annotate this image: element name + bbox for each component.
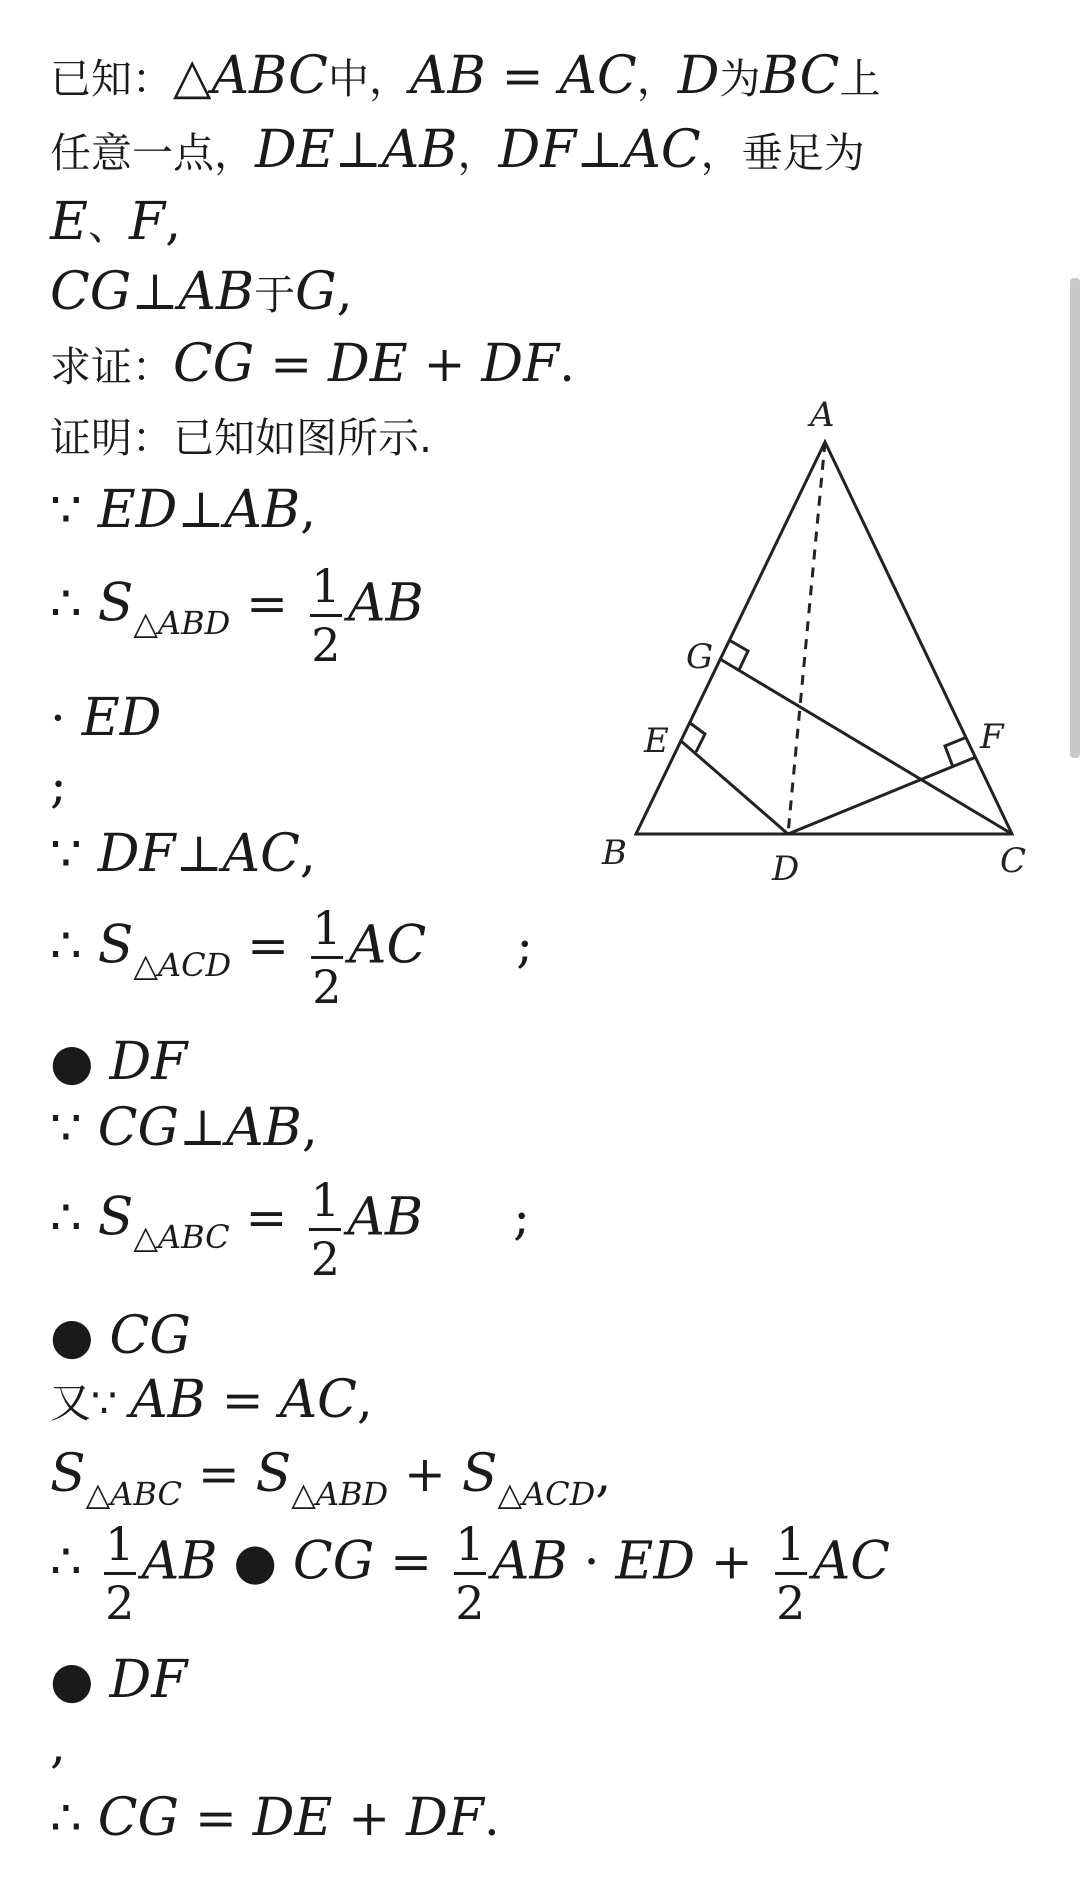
label-d: D [772, 849, 800, 889]
given-line-1: 已知：△ABC中，AB = AC，D为BC上 [50, 46, 881, 106]
label-a: A [810, 395, 835, 435]
segment-de [681, 741, 788, 834]
fraction-half: $\frac{1}{2}$ [312, 901, 342, 1015]
label-b: B [602, 833, 627, 873]
scrollbar[interactable] [1070, 278, 1080, 758]
proof-step-6: ∴ S△ACD = $\frac{1}{2}$ AC ; [50, 901, 534, 1015]
proof-step-15: , [50, 1716, 66, 1774]
fraction-half: $\frac{1}{2}$ [310, 1173, 340, 1287]
given-line-4: CG⊥AB于G, [50, 262, 353, 322]
label-f: F [980, 717, 1004, 757]
fraction-half: $\frac{1}{2}$ [455, 1517, 485, 1631]
triangle-figure [590, 390, 1050, 910]
proof-step-4: ; [50, 756, 67, 814]
given-line-3: E、F, [50, 192, 181, 252]
proof-step-12: S△ABC = S△ABD + S△ACD, [50, 1444, 612, 1513]
segment-ad [788, 442, 825, 834]
proof-step-9: ∴ S△ABC = $\frac{1}{2}$ AB ; [50, 1173, 530, 1287]
fraction-half: $\frac{1}{2}$ [311, 559, 341, 673]
proof-step-2: ∴ S△ABD = $\frac{1}{2}$ AB [50, 559, 424, 673]
right-angle-e [690, 723, 705, 752]
label-g: G [686, 637, 714, 677]
given-line-2: 任意一点，DE⊥AB，DF⊥AC，垂足为 [50, 120, 865, 180]
proof-intro: 证明：已知如图所示. [50, 414, 433, 462]
proof-step-7: ● DF [50, 1032, 188, 1092]
fraction-half: $\frac{1}{2}$ [105, 1517, 135, 1631]
label-e: E [644, 721, 669, 761]
prove-line: 求证：CG = DE + DF. [50, 334, 576, 394]
proof-step-10: ● CG [50, 1306, 191, 1366]
proof-step-1: ∵ ED⊥AB, [50, 480, 317, 540]
proof-step-11: 又∵ AB = AC, [50, 1370, 373, 1430]
proof-step-16: ∴ CG = DE + DF. [50, 1788, 500, 1848]
proof-step-5: ∵ DF⊥AC, [50, 824, 316, 884]
proof-step-3: · ED [50, 688, 162, 748]
fraction-half: $\frac{1}{2}$ [776, 1517, 806, 1631]
label-c: C [1000, 841, 1027, 881]
segment-cg [720, 659, 1012, 834]
proof-step-13: ∴ $\frac{1}{2}$ AB ● CG = $\frac{1}{2}$ AB · ED + $\frac{1}{2}$ AC [50, 1517, 891, 1631]
proof-step-8: ∵ CG⊥AB, [50, 1098, 318, 1158]
proof-step-14: ● DF [50, 1650, 188, 1710]
